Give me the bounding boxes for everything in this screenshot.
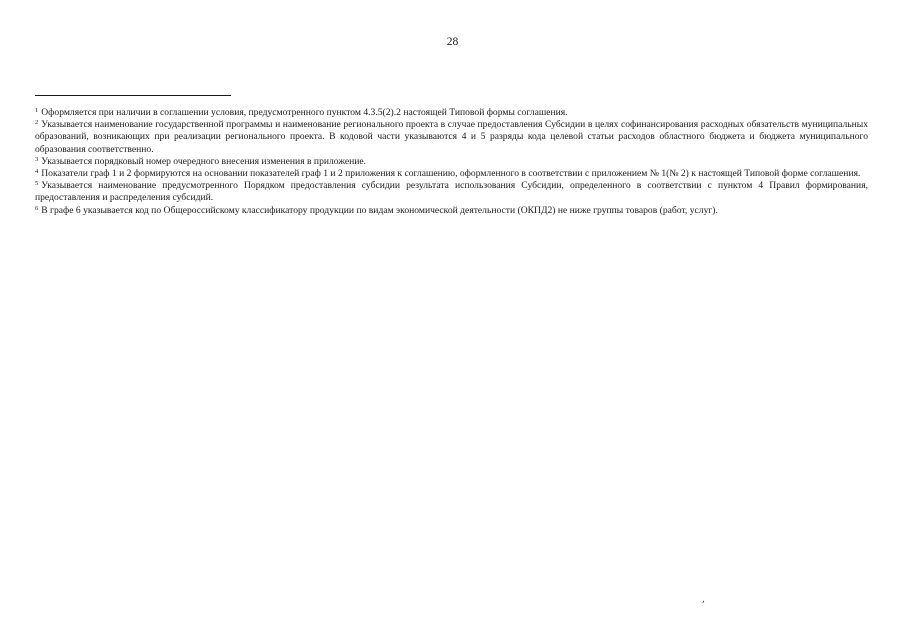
footnote-marker: 4	[35, 168, 39, 176]
footnote-2	[35, 119, 868, 156]
footnote-3	[35, 156, 868, 168]
footnotes-list	[35, 107, 868, 217]
footnote-text: Оформляется при наличии в соглашении условия, предусмотренного пунктом 4.3.5(2).2 настоящей Типовой формы соглашения.	[41, 107, 568, 118]
footnote-marker: 1	[35, 107, 39, 114]
stray-mark: ,	[701, 593, 708, 606]
page-number: 28	[446, 36, 459, 48]
footnote-text: Указывается наименование предусмотренного Порядком предоставления субсидии результата использования Субсидии, определенного в соответствии с пунктом 4 Правил формирования, предоставления и распределения субсидий.	[35, 180, 868, 204]
footnote-text: Указывается порядковый номер очередного внесения изменения в приложение.	[41, 155, 367, 167]
footnote-marker: 3	[35, 155, 39, 163]
footnote-1	[35, 107, 868, 119]
footnote-marker: 5	[35, 180, 39, 188]
footnote-marker: 2	[35, 119, 39, 127]
footnote-6	[35, 205, 868, 217]
footnote-marker: 6	[35, 204, 39, 212]
footnote-text: Показатели граф 1 и 2 формируются на основании показателей граф 1 и 2 приложения к соглашению, оформленного в соответствии с приложением № 1(№ 2) к настоящей Типовой форме соглашения.	[41, 168, 861, 180]
footnote-separator	[35, 95, 231, 96]
footnote-4	[35, 168, 868, 180]
footnote-5	[35, 180, 868, 204]
footnote-text: В графе 6 указывается код по Общероссийскому классификатору продукции по видам экономической деятельности (ОКПД2) не ниже группы товаров (работ, услуг).	[41, 204, 718, 216]
footnote-text: Указывается наименование государственной программы и наименование регионального проекта в случае предоставления Субсидии в целях софинансирования расходных обязательств муниципальных образований, возникающих при реализации регионального проекта. В кодовой части указываются 4 и 5 разряды кода целевой статьи расходов областного бюджета и бюджета муниципального образования соответственно.	[35, 119, 868, 155]
